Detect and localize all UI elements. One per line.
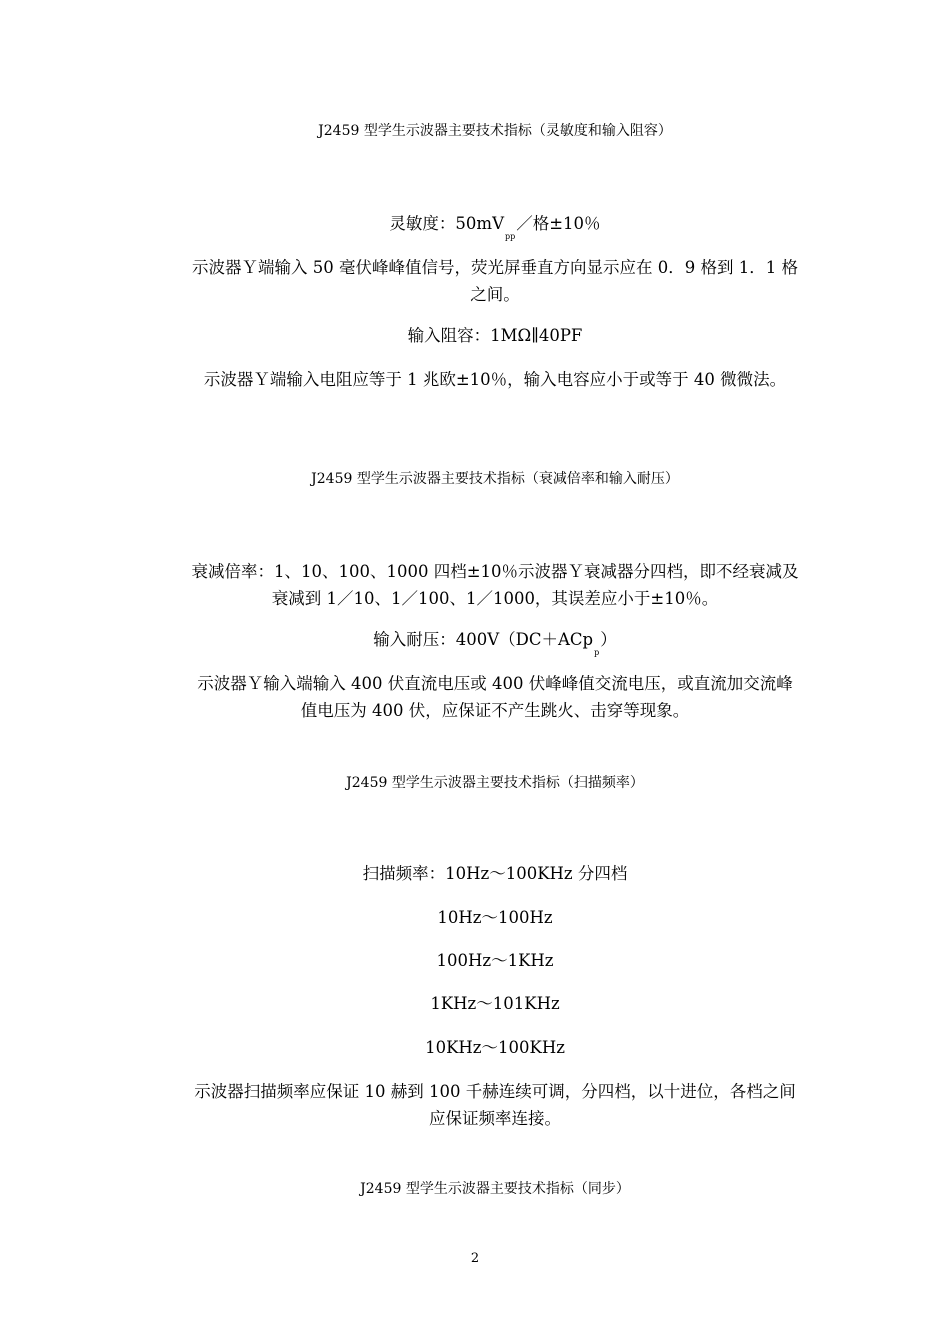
section-heading-sync: J2459 型学生示波器主要技术指标（同步） — [360, 1181, 630, 1197]
section-heading-scan: J2459 型学生示波器主要技术指标（扫描频率） — [346, 775, 644, 791]
sensitivity-prefix: 灵敏度：50mV — [389, 214, 504, 233]
voltage-description: 示波器Ｙ输入端输入 400 伏直流电压或 400 伏峰峰值交流电压，或直流加交流峰值电压为 400 伏，应保证不产生跳火、击穿等现象。 — [197, 674, 793, 720]
attenuation-spec: 衰减倍率：1、10、100、1000 四档±10％示波器Ｙ衰减器分四档，即不经衰减及衰减到 1／10、1／100、1／1000，其误差应小于±10％。 — [191, 562, 799, 608]
voltage-prefix: 输入耐压：400V（DC＋ACp — [373, 630, 594, 649]
scan-range-4: 10KHz～100KHz — [425, 1038, 565, 1057]
sensitivity-suffix: ／格±10％ — [516, 214, 601, 233]
scan-range-3: 1KHz～101KHz — [430, 994, 560, 1013]
scan-range-1: 10Hz～100Hz — [437, 908, 553, 927]
page-number: 2 — [470, 1251, 480, 1266]
sensitivity-spec — [190, 210, 800, 240]
voltage-suffix: ） — [600, 630, 617, 649]
voltage-spec — [190, 626, 800, 656]
scan-spec: 扫描频率：10Hz～100KHz 分四档 — [362, 864, 628, 883]
scan-description: 示波器扫描频率应保证 10 赫到 100 千赫连续可调，分四档，以十进位，各档之间应保证频率连接。 — [194, 1082, 796, 1128]
impedance-description: 示波器Ｙ端输入电阻应等于 1 兆欧±10％，输入电容应小于或等于 40 微微法。 — [203, 370, 787, 389]
sensitivity-subscript: pp — [504, 232, 516, 241]
voltage-subscript: p — [594, 648, 600, 657]
section-heading-sensitivity: J2459 型学生示波器主要技术指标（灵敏度和输入阻容） — [318, 123, 672, 139]
scan-range-2: 100Hz～1KHz — [436, 951, 554, 970]
section-heading-attenuation: J2459 型学生示波器主要技术指标（衰减倍率和输入耐压） — [311, 471, 679, 487]
impedance-spec: 输入阻容：1MΩ∥40PF — [407, 326, 583, 345]
sensitivity-description: 示波器Ｙ端输入 50 毫伏峰峰值信号，荧光屏垂直方向显示应在 0．9 格到 1．1 格之间。 — [192, 258, 798, 304]
